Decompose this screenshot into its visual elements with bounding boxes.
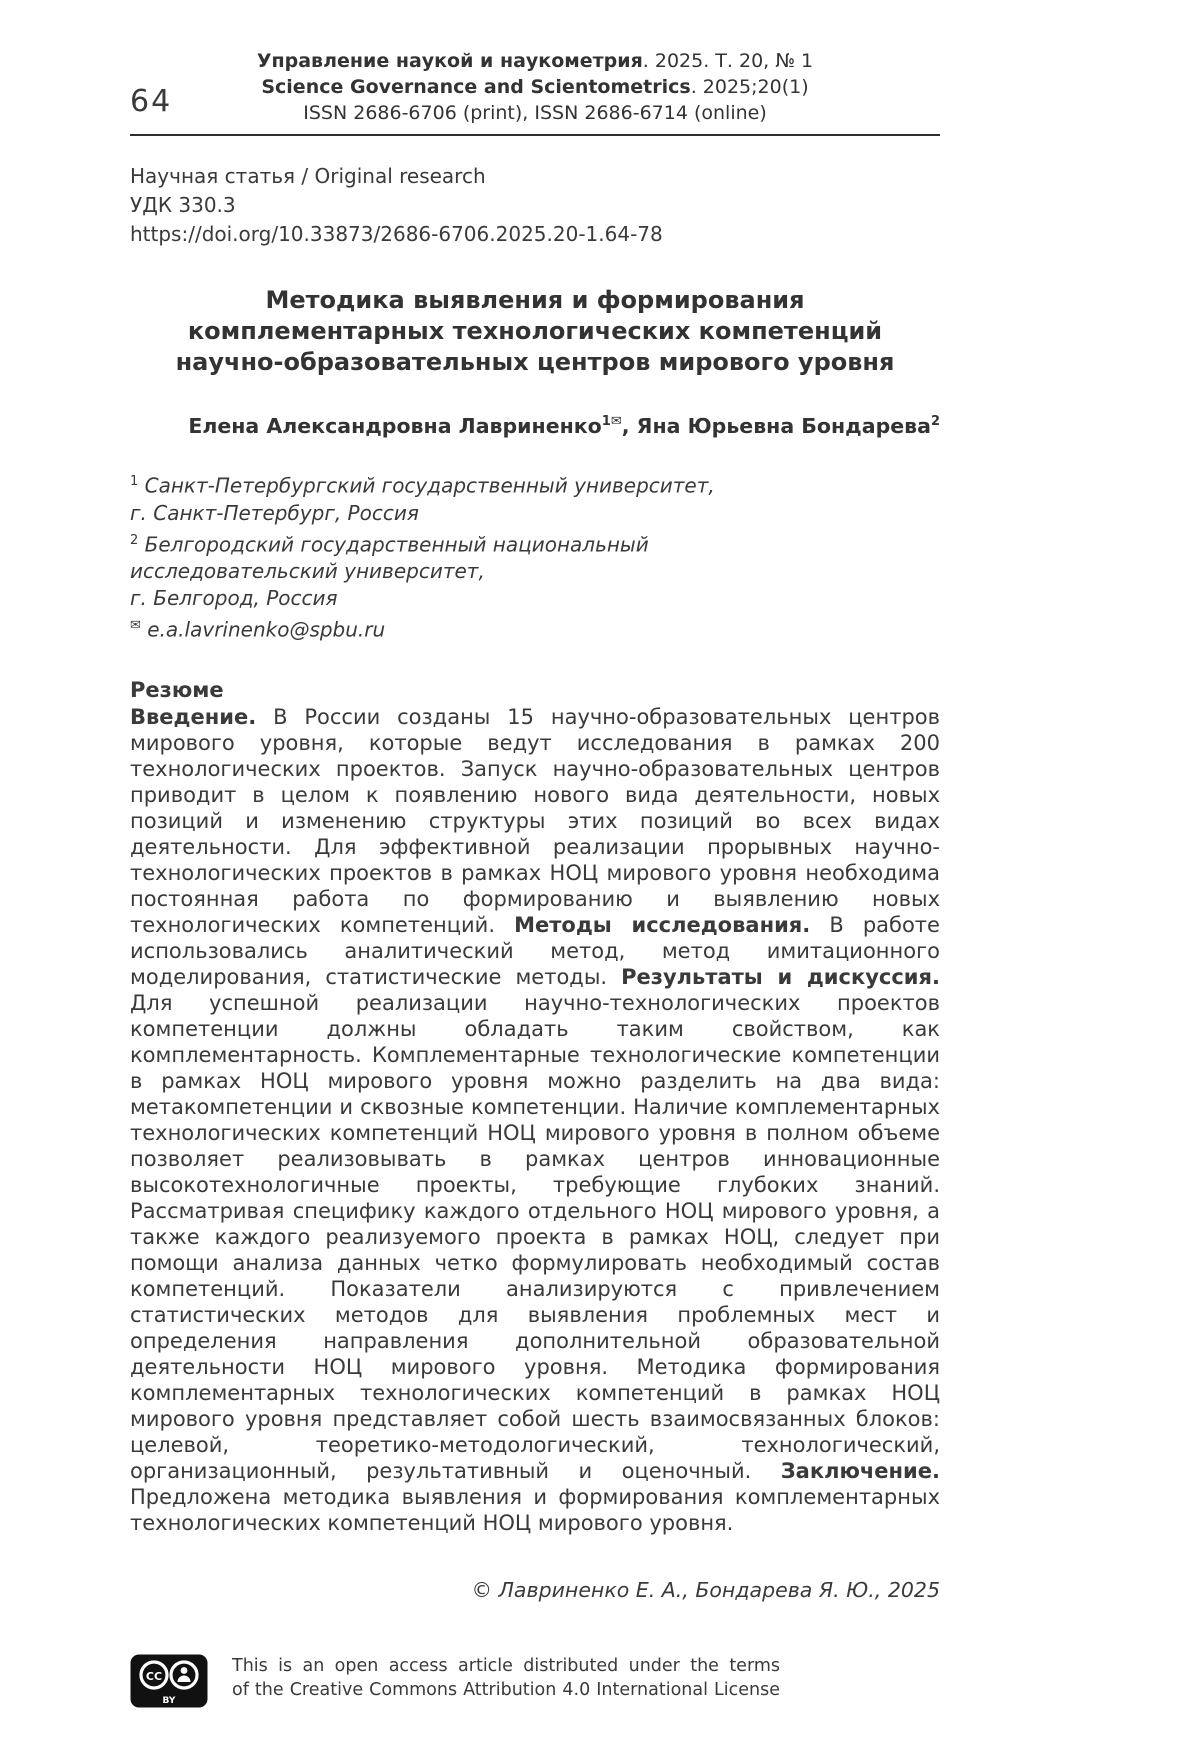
abstract-section-text-results: Для успешной реализации научно-технологических проектов компетенции должны обладать таким свойством, как комплементарность. Комплементарные технологические компетенции в рамках НОЦ мирового уровня можно разделить на два вида: метакомпетенции и сквозные компетенции. Наличие комплементарных технологических компетенций НОЦ мирового уровня в полном объеме позволяет реализовывать в рамках центров инновационные высокотехнологичные проекты, требующие глубоких знаний. Рассматривая специфику каждого отдельного НОЦ мирового уровня, а также каждого реализуемого проекта в рамках НОЦ, следует при помощи анализа данных четко формулировать необходимый состав компетенций. Показатели анализируются с привлечением статистических методов для выявления проблемных мест и определения направления дополнительной образовательной деятельности НОЦ мирового уровня. Методика формирования комплементарных технологических компетенций в рамках НОЦ мирового уровня представляет собой шесть взаимосвязанных блоков: целевой, теоретико-методологический, технологический, организационный, результативный и оценочный.: [130, 990, 940, 1483]
doi-link[interactable]: https://doi.org/10.33873/2686-6706.2025.20-1.64-78: [130, 222, 663, 246]
journal-header: [130, 0, 940, 126]
license-text-line: of the Creative Commons Attribution 4.0 International License: [232, 1679, 780, 1700]
affiliation-2-line: г. Белгород, Россия: [130, 586, 338, 611]
license-text: [232, 1654, 780, 1702]
affiliation-2-line: [130, 527, 940, 559]
journal-title-ru: Управление наукой и наукометрия: [256, 50, 643, 72]
author-1: Елена Александровна Лавриненко: [188, 414, 602, 438]
journal-line-en: [130, 74, 940, 100]
authors-separator: ,: [621, 414, 637, 438]
udc-code: УДК 330.3: [130, 193, 236, 217]
corresponding-email-line: [130, 612, 940, 644]
by-label: BY: [162, 1695, 176, 1706]
affiliations-block: [130, 468, 940, 644]
abstract-section-label-conclusion: Заключение.: [780, 1458, 940, 1483]
affiliation-2-text: Белгородский государственный национальный: [138, 532, 649, 557]
abstract-section-text-methods: В работе использовались аналитический метод, метод имитационного моделирования, статистические методы.: [130, 912, 940, 989]
journal-issue-en: . 2025;20(1): [690, 76, 809, 98]
journal-line-ru: [130, 48, 940, 74]
author-2-affiliation-ref: 2: [930, 414, 940, 430]
article-type: Научная статья / Original research: [130, 164, 486, 188]
cc-by-icon[interactable]: [130, 1654, 208, 1708]
abstract-section-label-methods: Методы исследования.: [514, 912, 811, 937]
abstract-section-label-introduction: Введение.: [130, 704, 257, 729]
abstract-section-text-conclusion: Предложена методика выявления и формирования комплементарных технологических компетенций НОЦ мирового уровня.: [130, 1484, 940, 1535]
article-title-line: научно-образовательных центров мирового уровня: [175, 348, 895, 376]
abstract-text: [130, 704, 940, 1536]
abstract-heading: Резюме: [130, 677, 224, 702]
mail-icon: ✉: [130, 618, 141, 634]
email-link[interactable]: e.a.lavrinenko@spbu.ru: [147, 617, 386, 642]
journal-title-en: Science Governance and Scientometrics: [261, 76, 691, 98]
affiliation-1-marker: 1: [130, 474, 139, 489]
author-2: Яна Юрьевна Бондарева: [636, 414, 931, 438]
affiliation-2-marker: 2: [130, 532, 139, 548]
affiliation-1-text: Санкт-Петербургский государственный университет,: [138, 473, 715, 498]
article-title-line: комплементарных технологических компетенций: [187, 317, 883, 345]
affiliation-1-line: г. Санкт-Петербург, Россия: [130, 500, 419, 525]
header-rule: [130, 134, 940, 136]
page-number: 64: [130, 84, 173, 119]
abstract-section-text-introduction: В России созданы 15 научно-образовательных центров мирового уровня, которые ведут исследования в рамках 200 технологических проектов. Запуск научно-образовательных центров приводит в целом к появлению нового вида деятельности, новых позиций и изменению структуры этих позиций во всех видах деятельности. Для эффективной реализации прорывных научно-технологических проектов в рамках НОЦ мирового уровня необходима постоянная работа по формированию и выявлению новых технологических компетенций.: [130, 704, 940, 937]
mail-icon: ✉: [610, 414, 622, 430]
affiliation-1-line: [130, 468, 940, 500]
journal-issue-ru: . 2025. Т. 20, № 1: [642, 50, 814, 72]
license-text-line: This is an open access article distributed under the terms: [232, 1655, 780, 1676]
license-footer: [130, 1654, 940, 1708]
cc-label: CC: [145, 1669, 163, 1683]
copyright-line: © Лавриненко Е. А., Бондарева Я. Ю., 2025: [471, 1577, 940, 1602]
journal-issn: ISSN 2686-6706 (print), ISSN 2686-6714 (online): [303, 102, 767, 124]
article-title-line: Методика выявления и формирования: [265, 286, 805, 314]
abstract-section-label-results: Результаты и дискуссия.: [621, 964, 940, 989]
author-1-affiliation-ref: 1: [601, 414, 611, 430]
affiliation-2-line: исследовательский университет,: [130, 559, 485, 584]
article-meta: [130, 162, 940, 249]
article-title: [130, 285, 940, 378]
authors-line: [130, 414, 940, 438]
